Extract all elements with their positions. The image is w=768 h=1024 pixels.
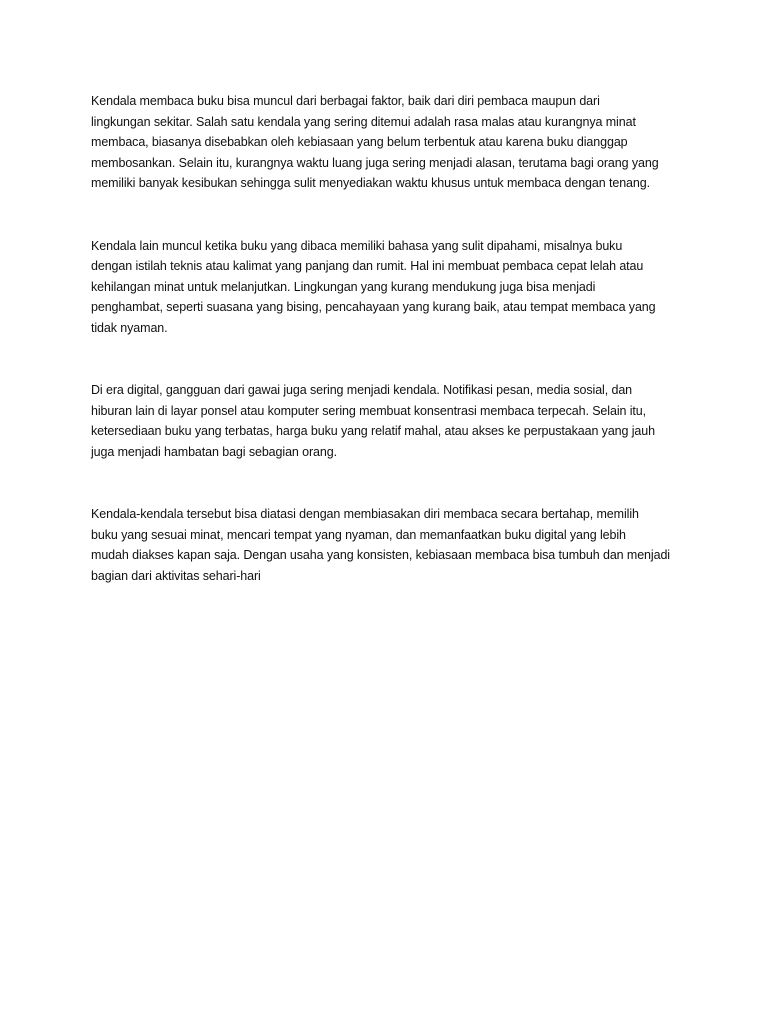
paragraph-line: kehilangan minat untuk melanjutkan. Lingkungan yang kurang mendukung juga bisa menjadi (91, 279, 596, 294)
paragraph-line: Kendala membaca buku bisa muncul dari berbagai faktor, baik dari diri pembaca maupun dari (91, 94, 600, 108)
paragraph-line: bagian dari aktivitas sehari-hari (91, 568, 261, 583)
paragraph-2 (91, 236, 691, 339)
paragraph-line: dengan istilah teknis atau kalimat yang panjang dan rumit. Hal ini membuat pembaca cepat lelah atau (91, 259, 644, 273)
paragraph-line: Di era digital, gangguan dari gawai juga sering menjadi kendala. Notifikasi pesan, media sosial, dan (91, 383, 633, 397)
paragraph-line: ketersediaan buku yang terbatas, harga buku yang relatif mahal, atau akses ke perpustakaan yang jauh (91, 424, 655, 438)
paragraph-line: Kendala-kendala tersebut bisa diatasi dengan membiasakan diri membaca secara bertahap, memilih (91, 507, 639, 521)
paragraph-line: memiliki banyak kesibukan sehingga sulit menyediakan waktu khusus untuk membaca dengan tenang. (91, 176, 650, 190)
paragraph-line: Kendala lain muncul ketika buku yang dibaca memiliki bahasa yang sulit dipahami, misalnya buku (91, 238, 623, 253)
paragraph-line: membosankan. Selain itu, kurangnya waktu luang juga sering menjadi alasan, terutama bagi orang yang (91, 155, 659, 170)
paragraph-3 (91, 380, 691, 462)
paragraph-line: mudah diakses kapan saja. Dengan usaha yang konsisten, kebiasaan membaca bisa tumbuh dan menjadi (91, 548, 670, 562)
paragraph-1 (91, 91, 691, 194)
paragraph-line: hiburan lain di layar ponsel atau komputer sering membuat konsentrasi membaca terpecah. Selain itu, (91, 403, 646, 418)
paragraph-line: membaca, biasanya disebabkan oleh kebiasaan yang belum terbentuk atau karena buku dianggap (91, 135, 628, 149)
paragraph-4 (91, 504, 691, 586)
paragraph-line: tidak nyaman. (91, 320, 168, 335)
paragraph-line: penghambat, seperti suasana yang bising, pencahayaan yang kurang baik, atau tempat membaca yang (91, 300, 656, 314)
paragraph-line: buku yang sesuai minat, mencari tempat yang nyaman, dan memanfaatkan buku digital yang lebih (91, 527, 626, 542)
paragraph-line: lingkungan sekitar. Salah satu kendala yang sering ditemui adalah rasa malas atau kurangnya minat (91, 114, 636, 129)
document-body (91, 91, 691, 586)
paragraph-line: juga menjadi hambatan bagi sebagian orang. (91, 444, 337, 459)
